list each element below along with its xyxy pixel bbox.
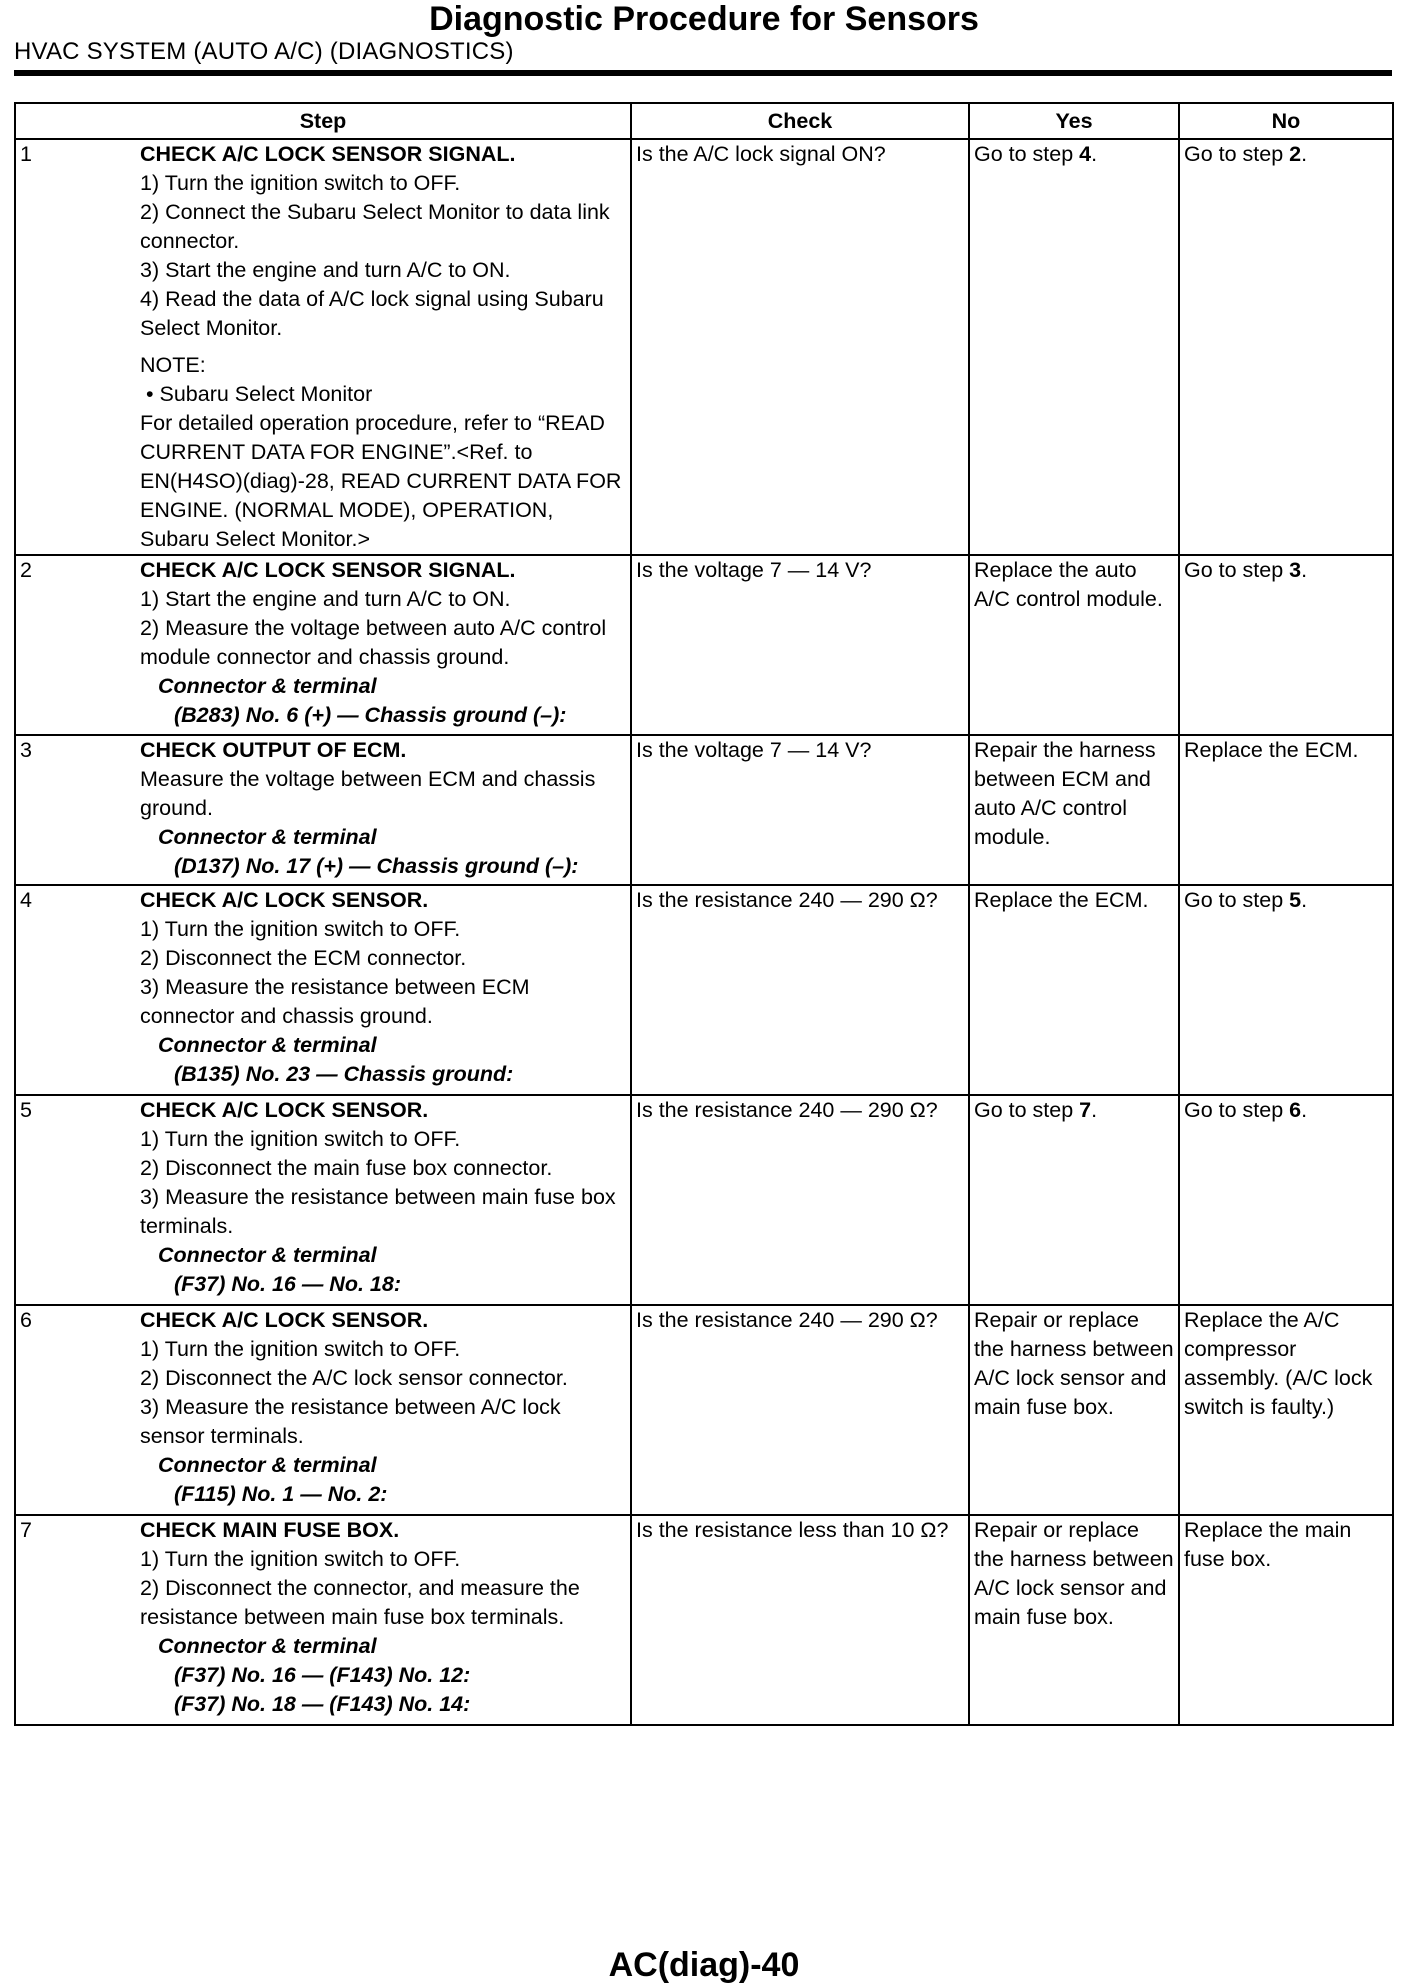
step-cell	[15, 555, 631, 735]
step-line: 2) Connect the Subaru Select Monitor to data link connector.	[140, 200, 610, 253]
connector-value: (D137) No. 17 (+) — Chassis ground (–):	[174, 854, 579, 878]
step-line: 3) Measure the resistance between ECM connector and chassis ground.	[140, 975, 530, 1028]
connector-value: (B283) No. 6 (+) — Chassis ground (–):	[174, 703, 567, 727]
step-cell	[15, 139, 631, 555]
yes-cell: Replace the ECM.	[969, 885, 1179, 1095]
table-row	[15, 735, 1393, 885]
step-line: 3) Measure the resistance between A/C lock sensor terminals.	[140, 1395, 561, 1448]
column-header-yes: Yes	[969, 103, 1179, 139]
page-number: AC(diag)-40	[608, 1946, 800, 1984]
table-row	[15, 1305, 1393, 1515]
no-step-ref: 3	[1289, 558, 1302, 582]
step-number: 4	[20, 888, 32, 912]
step-line: Measure the voltage between ECM and chassis ground.	[140, 767, 596, 820]
connector-value: (F115) No. 1 — No. 2:	[174, 1482, 388, 1506]
table-row	[15, 885, 1393, 1095]
step-line: 3) Measure the resistance between main fuse box terminals.	[140, 1185, 616, 1238]
connector-value: (F37) No. 16 — No. 18:	[174, 1272, 401, 1296]
step-heading: CHECK OUTPUT OF ECM.	[140, 738, 407, 762]
column-header-check: Check	[631, 103, 969, 139]
yes-text: Go to step	[974, 1098, 1080, 1122]
step-line: 1) Turn the ignition switch to OFF.	[140, 1127, 461, 1151]
step-cell	[15, 885, 631, 1095]
column-header-no: No	[1179, 103, 1393, 139]
connector-label: Connector & terminal	[158, 1453, 377, 1477]
step-heading: CHECK MAIN FUSE BOX.	[140, 1518, 400, 1542]
step-line: 2) Disconnect the main fuse box connector.	[140, 1156, 553, 1180]
yes-cell: Go to step 7.	[969, 1095, 1179, 1305]
step-cell	[15, 1095, 631, 1305]
step-line: 1) Start the engine and turn A/C to ON.	[140, 587, 511, 611]
table-row	[15, 1515, 1393, 1725]
step-heading: CHECK A/C LOCK SENSOR SIGNAL.	[140, 142, 516, 166]
step-number: 2	[20, 558, 32, 582]
step-number: 1	[20, 142, 32, 166]
table-header-row	[15, 103, 1393, 139]
step-line: 3) Start the engine and turn A/C to ON.	[140, 258, 511, 282]
connector-label: Connector & terminal	[158, 825, 377, 849]
connector-label: Connector & terminal	[158, 1634, 377, 1658]
no-text: Go to step	[1184, 1098, 1290, 1122]
step-heading: CHECK A/C LOCK SENSOR.	[140, 888, 429, 912]
step-cell	[15, 1305, 631, 1515]
connector-label: Connector & terminal	[158, 1033, 377, 1057]
no-cell: Go to step 5.	[1179, 885, 1393, 1095]
note-label: NOTE:	[140, 353, 206, 377]
check-cell: Is the voltage 7 — 14 V?	[631, 735, 969, 885]
step-number: 3	[20, 738, 32, 762]
step-heading: CHECK A/C LOCK SENSOR SIGNAL.	[140, 558, 516, 582]
step-cell	[15, 1515, 631, 1725]
section-title: HVAC SYSTEM (AUTO A/C) (DIAGNOSTICS)	[14, 38, 514, 65]
no-cell: Replace the main fuse box.	[1179, 1515, 1393, 1725]
table-row	[15, 139, 1393, 555]
no-cell: Go to step 2.	[1179, 139, 1393, 555]
no-step-ref: 5	[1289, 888, 1302, 912]
yes-cell: Repair the harness between ECM and auto A/C control module.	[969, 735, 1179, 885]
no-text: Go to step	[1184, 142, 1290, 166]
table-row	[15, 1095, 1393, 1305]
no-cell: Replace the ECM.	[1179, 735, 1393, 885]
step-heading: CHECK A/C LOCK SENSOR.	[140, 1308, 429, 1332]
note-text: For detailed operation procedure, refer to “READ CURRENT DATA FOR ENGINE”.<Ref. to EN(H4SO)(diag)-28, READ CURRENT DATA FOR ENGINE. (NORMAL MODE), OPERATION, Subaru Select Monitor.>	[140, 411, 622, 551]
check-cell: Is the voltage 7 — 14 V?	[631, 555, 969, 735]
no-cell: Replace the A/C compressor assembly. (A/C lock switch is faulty.)	[1179, 1305, 1393, 1515]
page-title: Diagnostic Procedure for Sensors	[429, 0, 979, 38]
yes-step-ref: 7	[1079, 1098, 1092, 1122]
column-header-step: Step	[15, 103, 631, 139]
no-step-ref: 2	[1289, 142, 1302, 166]
no-step-ref: 6	[1289, 1098, 1302, 1122]
step-number: 5	[20, 1098, 32, 1122]
step-line: 2) Measure the voltage between auto A/C control module connector and chassis ground.	[140, 616, 607, 669]
check-cell: Is the resistance less than 10 Ω?	[631, 1515, 969, 1725]
no-text: Go to step	[1184, 888, 1290, 912]
note-bullet: • Subaru Select Monitor	[146, 382, 373, 406]
check-cell: Is the resistance 240 — 290 Ω?	[631, 1095, 969, 1305]
table-row	[15, 555, 1393, 735]
yes-cell: Replace the auto A/C control module.	[969, 555, 1179, 735]
step-line: 1) Turn the ignition switch to OFF.	[140, 171, 461, 195]
step-line: 2) Disconnect the connector, and measure the resistance between main fuse box terminals.	[140, 1576, 580, 1629]
yes-cell: Repair or replace the harness between A/C lock sensor and main fuse box.	[969, 1515, 1179, 1725]
step-line: 1) Turn the ignition switch to OFF.	[140, 1337, 461, 1361]
step-cell	[15, 735, 631, 885]
step-number: 6	[20, 1308, 32, 1332]
step-heading: CHECK A/C LOCK SENSOR.	[140, 1098, 429, 1122]
no-cell: Go to step 3.	[1179, 555, 1393, 735]
yes-text: Go to step	[974, 142, 1080, 166]
connector-label: Connector & terminal	[158, 1243, 377, 1267]
step-number: 7	[20, 1518, 32, 1542]
check-cell: Is the resistance 240 — 290 Ω?	[631, 885, 969, 1095]
check-cell: Is the A/C lock signal ON?	[631, 139, 969, 555]
connector-label: Connector & terminal	[158, 674, 377, 698]
no-cell: Go to step 6.	[1179, 1095, 1393, 1305]
step-line: 2) Disconnect the A/C lock sensor connector.	[140, 1366, 568, 1390]
step-line: 4) Read the data of A/C lock signal using Subaru Select Monitor.	[140, 287, 604, 340]
check-cell: Is the resistance 240 — 290 Ω?	[631, 1305, 969, 1515]
yes-cell: Repair or replace the harness between A/C lock sensor and main fuse box.	[969, 1305, 1179, 1515]
header-rule	[14, 70, 1392, 76]
diagnostic-table	[14, 102, 1394, 1726]
yes-step-ref: 4	[1079, 142, 1092, 166]
connector-value: (F37) No. 16 — (F143) No. 12:	[174, 1663, 471, 1687]
step-line: 1) Turn the ignition switch to OFF.	[140, 1547, 461, 1571]
yes-cell: Go to step 4.	[969, 139, 1179, 555]
step-line: 2) Disconnect the ECM connector.	[140, 946, 467, 970]
connector-value: (B135) No. 23 — Chassis ground:	[174, 1062, 514, 1086]
step-line: 1) Turn the ignition switch to OFF.	[140, 917, 461, 941]
connector-value: (F37) No. 18 — (F143) No. 14:	[174, 1692, 471, 1716]
no-text: Go to step	[1184, 558, 1290, 582]
